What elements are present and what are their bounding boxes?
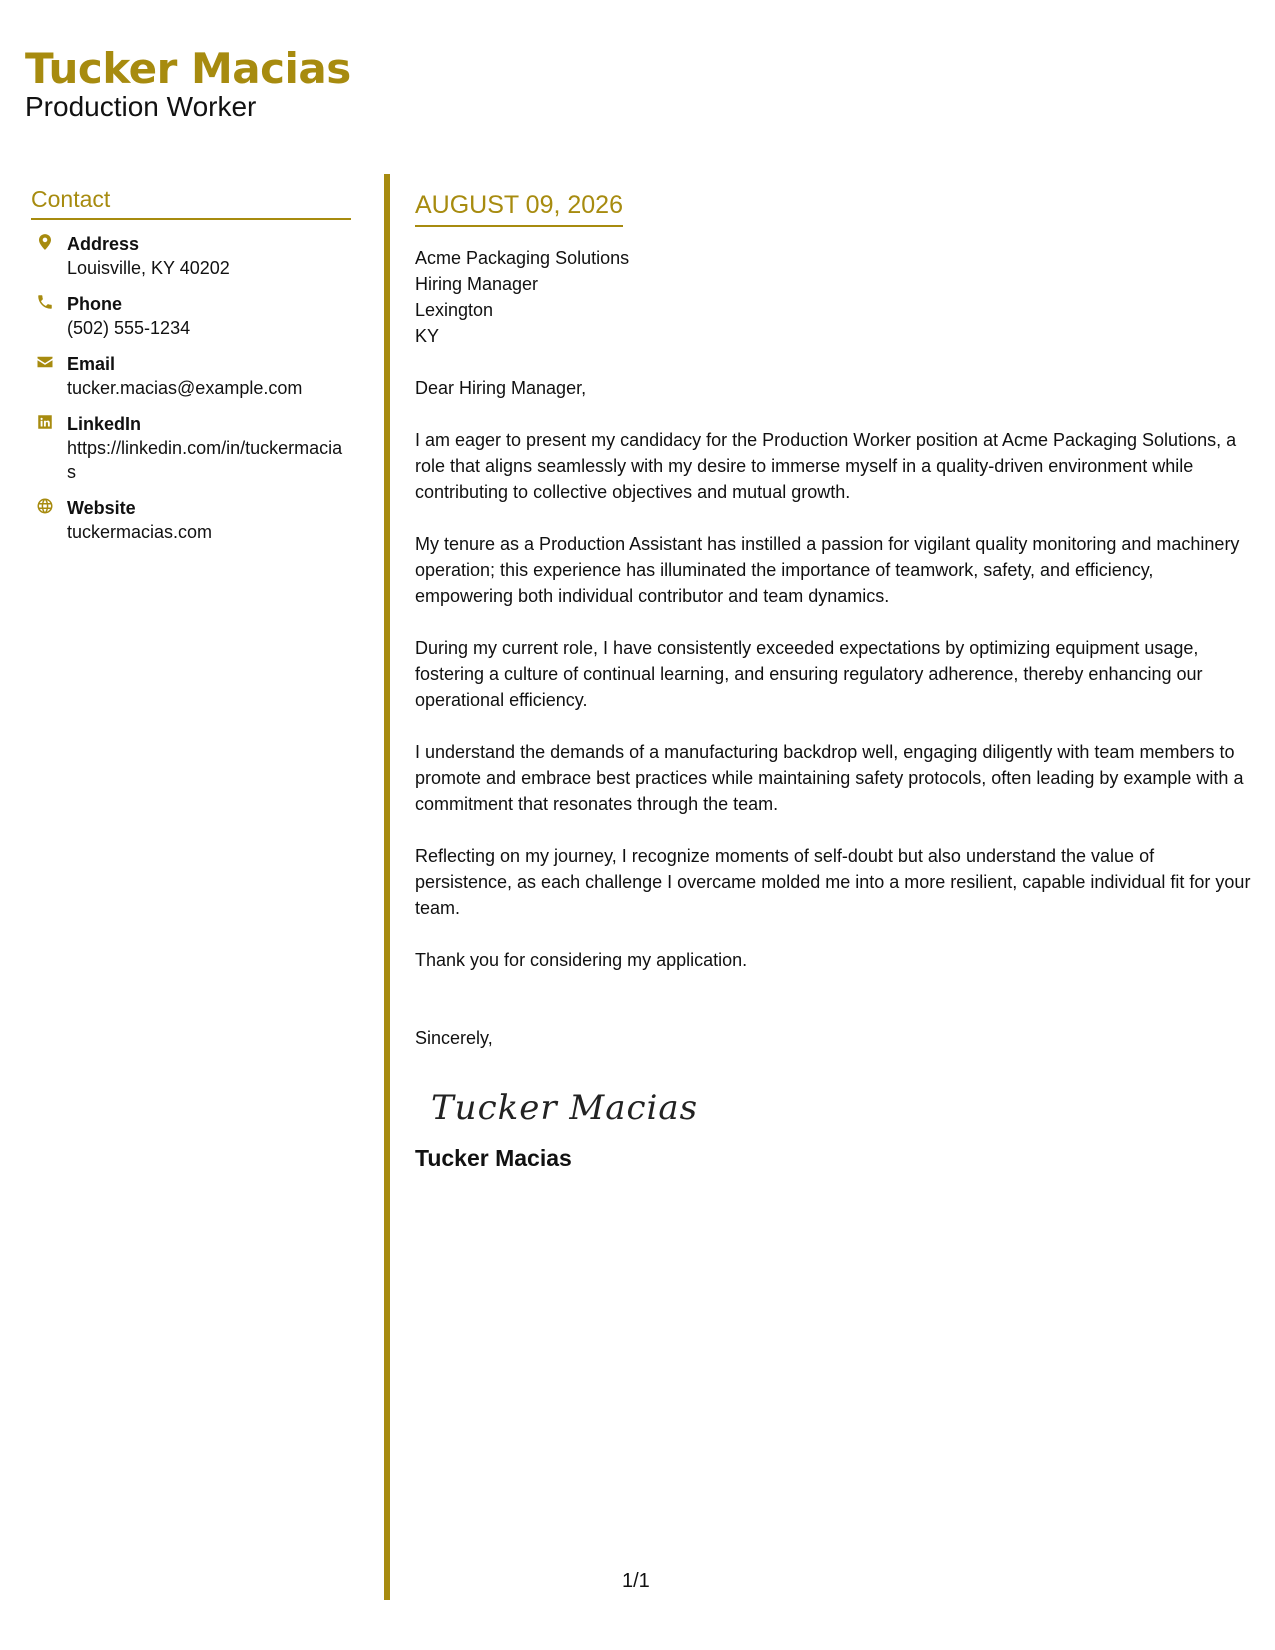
contact-website bbox=[31, 496, 351, 544]
recipient-line: KY bbox=[415, 326, 440, 346]
contact-value: tuckermacias.com bbox=[67, 521, 213, 542]
contact-address bbox=[31, 232, 351, 280]
phone-icon bbox=[33, 293, 57, 315]
contact-label: Website bbox=[67, 497, 136, 518]
recipient-line: Hiring Manager bbox=[415, 274, 539, 294]
signer-name: Tucker Macias bbox=[415, 1145, 572, 1171]
contact-phone bbox=[31, 292, 351, 340]
recipient-block bbox=[415, 245, 1255, 349]
contact-label: Address bbox=[67, 233, 140, 254]
page-number: 1/1 bbox=[622, 1570, 650, 1592]
contact-label: Phone bbox=[67, 293, 123, 314]
letter-paragraph: Reflecting on my journey, I recognize moments of self-doubt but also understand the value of persistence, as each challenge I overcame molded me into a more resilient, capable individual fit for your team. bbox=[415, 846, 1251, 918]
map-pin-icon bbox=[33, 233, 57, 255]
letter-paragraph: My tenure as a Production Assistant has instilled a passion for vigilant quality monitoring and machinery operation; this experience has illuminated the importance of teamwork, safety, and efficiency, empowering both individual contributor and team dynamics. bbox=[415, 534, 1240, 606]
contact-label: Email bbox=[67, 353, 116, 374]
letter-paragraph: I am eager to present my candidacy for the Production Worker position at Acme Packaging Solutions, a role that aligns seamlessly with my desire to immerse myself in a quality-driven environment while contributing to collective objectives and mutual growth. bbox=[415, 430, 1237, 502]
resume-header bbox=[25, 46, 351, 123]
linkedin-icon bbox=[33, 413, 57, 435]
recipient-line: Acme Packaging Solutions bbox=[415, 248, 630, 268]
handwritten-signature bbox=[429, 1081, 1255, 1131]
recipient-line: Lexington bbox=[415, 300, 494, 320]
contact-email bbox=[31, 352, 351, 400]
contact-value: tucker.macias@example.com bbox=[67, 377, 303, 398]
vertical-divider bbox=[384, 174, 390, 1600]
contact-heading: Contact bbox=[31, 186, 351, 220]
contact-linkedin bbox=[31, 412, 351, 484]
contact-label: LinkedIn bbox=[67, 413, 142, 434]
letter-date: AUGUST 09, 2026 bbox=[415, 190, 623, 227]
closing: Sincerely, bbox=[415, 1028, 493, 1048]
globe-icon bbox=[33, 497, 57, 519]
envelope-icon bbox=[33, 353, 57, 375]
letter-body bbox=[415, 190, 1255, 1171]
letter-paragraph: Thank you for considering my application. bbox=[415, 950, 748, 970]
contact-value: (502) 555-1234 bbox=[67, 317, 191, 338]
signature-text: Tucker Macias bbox=[431, 1088, 699, 1128]
salutation: Dear Hiring Manager, bbox=[415, 378, 587, 398]
letter-paragraph: I understand the demands of a manufacturing backdrop well, engaging diligently with team members to promote and embrace best practices while maintaining safety protocols, often leading by example with a commitment that resonates through the team. bbox=[415, 742, 1244, 814]
job-title: Production Worker bbox=[25, 91, 257, 123]
contact-sidebar bbox=[31, 186, 351, 556]
applicant-name: Tucker Macias bbox=[25, 44, 351, 93]
contact-value: https://linkedin.com/in/tuckermacias bbox=[67, 437, 343, 482]
contact-value: Louisville, KY 40202 bbox=[67, 257, 230, 278]
letter-paragraph: During my current role, I have consistently exceeded expectations by optimizing equipment usage, fostering a culture of continual learning, and ensuring regulatory adherence, thereby enhancing our operational efficiency. bbox=[415, 638, 1203, 710]
